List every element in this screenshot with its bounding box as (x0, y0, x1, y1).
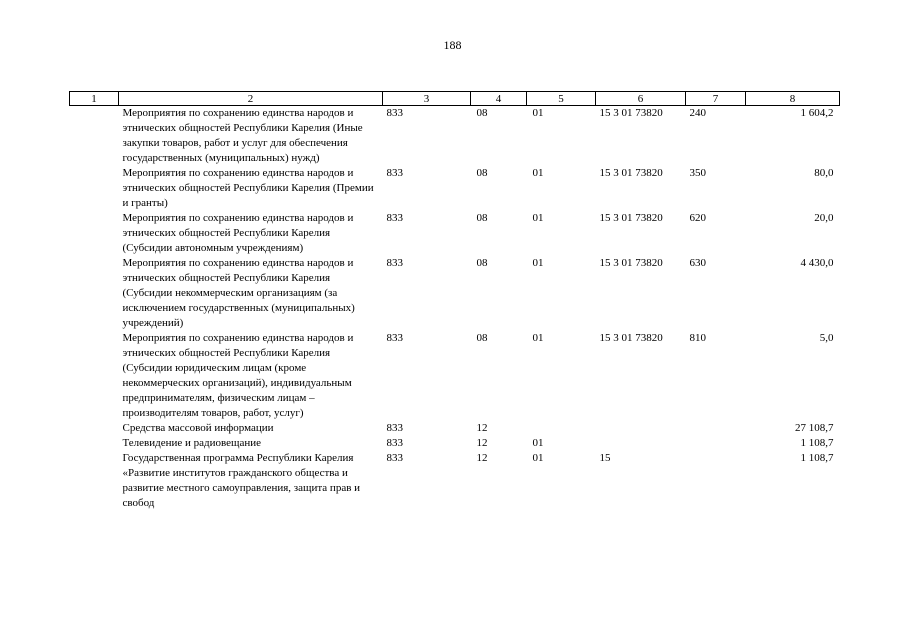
row-number-cell (70, 106, 119, 167)
column-header-2: 2 (119, 92, 383, 106)
target-article-cell: 15 3 01 73820 (599, 332, 663, 344)
amount-cell: 4 430,0 (800, 257, 834, 269)
ministry-code-cell: 833 (386, 452, 403, 464)
amount-cell: 1 108,7 (800, 437, 834, 449)
table-header-row (70, 92, 840, 106)
expense-type-cell: 630 (689, 257, 706, 269)
section-cell: 08 (476, 107, 488, 119)
expense-type-cell (686, 421, 746, 436)
expense-type-cell: 350 (689, 167, 706, 179)
subsection-cell: 01 (532, 332, 544, 344)
expense-type-cell: 620 (689, 212, 706, 224)
description-cell: Мероприятия по сохранению единства народов и этнических общностей Республики Карелия (Иные закупки товаров, работ и услуг для обеспечения государственных (муниципальных) нужд) (122, 107, 363, 164)
ministry-code-cell: 833 (386, 437, 403, 449)
subsection-cell: 01 (532, 437, 544, 449)
table-row (70, 211, 840, 256)
ministry-code-cell: 833 (386, 167, 403, 179)
section-cell: 12 (476, 452, 488, 464)
description-cell: Мероприятия по сохранению единства народов и этнических общностей Республики Карелия (Премии и гранты) (122, 167, 374, 209)
target-article-cell: 15 3 01 73820 (599, 107, 663, 119)
table-body (70, 106, 840, 512)
description-cell: Государственная программа Республики Карелия «Развитие институтов гражданского общества и развитие местного самоуправления, защита прав и свобод (122, 452, 361, 509)
row-number-cell (70, 451, 119, 511)
description-cell: Мероприятия по сохранению единства народов и этнических общностей Республики Карелия (Субсидии автономным учреждениям) (122, 212, 354, 254)
expense-type-cell: 240 (689, 107, 706, 119)
subsection-cell: 01 (532, 257, 544, 269)
section-cell: 12 (476, 422, 488, 434)
amount-cell: 80,0 (814, 167, 834, 179)
page-number: 188 (443, 38, 462, 52)
subsection-cell: 01 (532, 167, 544, 179)
ministry-code-cell: 833 (386, 332, 403, 344)
ministry-code-cell: 833 (386, 422, 403, 434)
amount-cell: 27 108,7 (795, 422, 834, 434)
section-cell: 08 (476, 332, 488, 344)
section-cell: 08 (476, 167, 488, 179)
table-row (70, 256, 840, 331)
description-cell: Средства массовой информации (122, 422, 274, 434)
amount-cell: 1 108,7 (800, 452, 834, 464)
section-cell: 12 (476, 437, 488, 449)
subsection-cell: 01 (532, 452, 544, 464)
section-cell: 08 (476, 212, 488, 224)
description-cell: Мероприятия по сохранению единства народов и этнических общностей Республики Карелия (Субсидии некоммерческим организациям (за исключением государственных (муниципальных) учреждений) (122, 257, 355, 329)
column-header-8: 8 (746, 92, 840, 106)
row-number-cell (70, 211, 119, 256)
ministry-code-cell: 833 (386, 212, 403, 224)
subsection-cell (527, 421, 596, 436)
row-number-cell (70, 436, 119, 451)
budget-table (69, 91, 840, 511)
ministry-code-cell: 833 (386, 107, 403, 119)
table-row (70, 106, 840, 167)
expense-type-cell: 810 (689, 332, 706, 344)
column-header-3: 3 (383, 92, 471, 106)
subsection-cell: 01 (532, 107, 544, 119)
table-row (70, 331, 840, 421)
target-article-cell (596, 436, 686, 451)
target-article-cell: 15 (599, 452, 611, 464)
column-header-7: 7 (686, 92, 746, 106)
target-article-cell (596, 421, 686, 436)
expense-type-cell (686, 451, 746, 511)
row-number-cell (70, 421, 119, 436)
description-cell: Телевидение и радиовещание (122, 437, 262, 449)
column-header-1: 1 (70, 92, 119, 106)
target-article-cell: 15 3 01 73820 (599, 167, 663, 179)
row-number-cell (70, 256, 119, 331)
section-cell: 08 (476, 257, 488, 269)
row-number-cell (70, 166, 119, 211)
table-row (70, 421, 840, 436)
amount-cell: 5,0 (819, 332, 834, 344)
expense-type-cell (686, 436, 746, 451)
table-row (70, 166, 840, 211)
target-article-cell: 15 3 01 73820 (599, 212, 663, 224)
row-number-cell (70, 331, 119, 421)
ministry-code-cell: 833 (386, 257, 403, 269)
table-row (70, 451, 840, 511)
description-cell: Мероприятия по сохранению единства народов и этнических общностей Республики Карелия (Субсидии юридическим лицам (кроме некоммерческих организаций), индивидуальным предпринимателям, физическим лицам – производителям товаров, работ, услуг) (122, 332, 354, 419)
column-header-5: 5 (527, 92, 596, 106)
subsection-cell: 01 (532, 212, 544, 224)
amount-cell: 20,0 (814, 212, 834, 224)
target-article-cell: 15 3 01 73820 (599, 257, 663, 269)
column-header-6: 6 (596, 92, 686, 106)
table-row (70, 436, 840, 451)
column-header-4: 4 (471, 92, 527, 106)
amount-cell: 1 604,2 (800, 107, 834, 119)
